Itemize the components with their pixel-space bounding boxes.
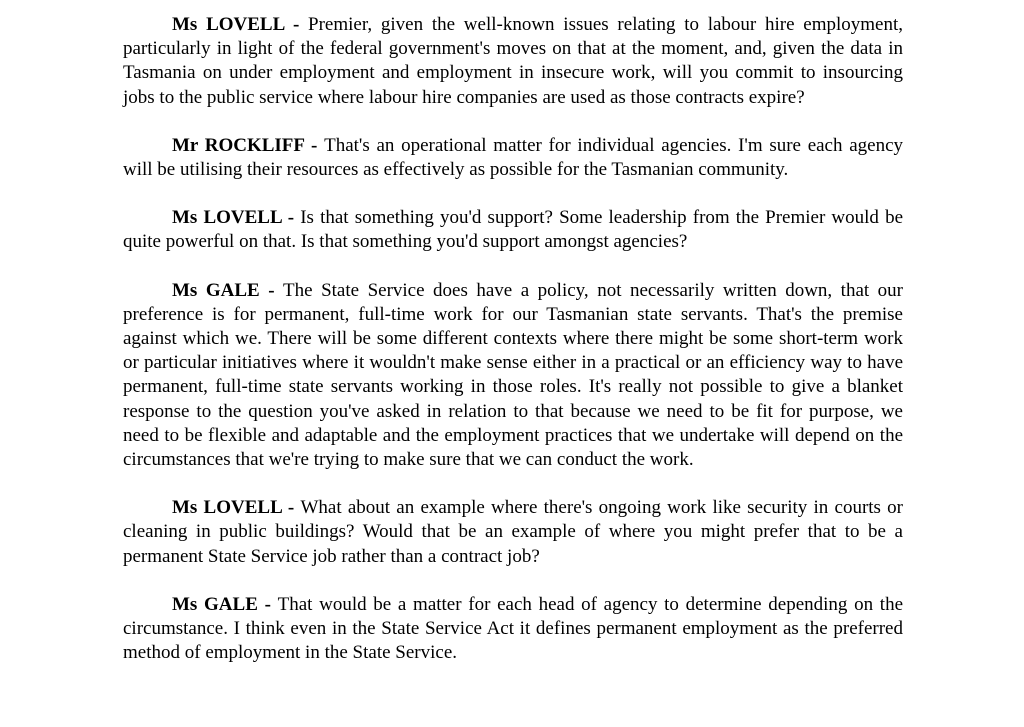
transcript-paragraph [123, 134, 903, 182]
speaker-separator: - [281, 207, 301, 229]
speaker-name: Ms LOVELL [172, 207, 282, 229]
transcript-paragraph [123, 279, 903, 473]
speaker-name: Ms GALE [172, 593, 258, 615]
speaker-name: Ms LOVELL [172, 497, 282, 519]
speaker-separator: - [257, 593, 278, 615]
speaker-separator: - [259, 279, 284, 301]
speaker-separator: - [281, 497, 301, 519]
transcript-paragraph [123, 496, 903, 569]
transcript [123, 13, 903, 689]
speech-text: Premier, given the well-known issues relating to labour hire employment, particularly in light of the federal government's moves on that at the moment, and, given the data in Tasmania on under employment and employment in insecure work, will you commit to insourcing jobs to the public service where labour hire companies are used as those contracts expire? [123, 14, 903, 108]
transcript-paragraph [123, 593, 903, 666]
speech-text: That's an operational matter for individual agencies. I'm sure each agency will be utilising their resources as effectively as possible for the Tasmanian community. [123, 134, 904, 181]
speech-text: That would be a matter for each head of agency to determine depending on the circumstance. I think even in the State Service Act it defines permanent employment as the preferred method of employment in the State Service. [123, 593, 904, 664]
speaker-separator: - [284, 14, 309, 35]
speaker-separator: - [304, 134, 325, 156]
speaker-name: Mr ROCKLIFF [172, 134, 305, 156]
speech-text: What about an example where there's ongoing work like security in courts or cleaning in public buildings? Would that be an example of where you might prefer that to be a permanent State Service job rather than a contract job? [123, 497, 903, 567]
speech-text: Is that something you'd support? Some leadership from the Premier would be quite powerful on that. Is that something you'd support amongst agencies? [123, 207, 904, 253]
speech-text: The State Service does have a policy, not necessarily written down, that our preference is for permanent, full-time work for our Tasmanian state servants. That's the premise against which we. There will be some different contexts where there might be some short-term work or particular initiatives where it wouldn't make sense either in a practical or an efficiency way to have permanent, full-time state servants working in those roles. It's really not possible to give a blanket response to the question you've asked in relation to that because we need to be fit for purpose, we need to be flexible and adaptable and the employment practices that we undertake will depend on the circumstances that we're trying to make sure that we can conduct the work. [123, 279, 903, 471]
speaker-name: Ms LOVELL [172, 14, 285, 35]
transcript-paragraph [123, 206, 903, 254]
transcript-paragraph [123, 13, 903, 110]
speaker-name: Ms GALE [172, 279, 260, 301]
